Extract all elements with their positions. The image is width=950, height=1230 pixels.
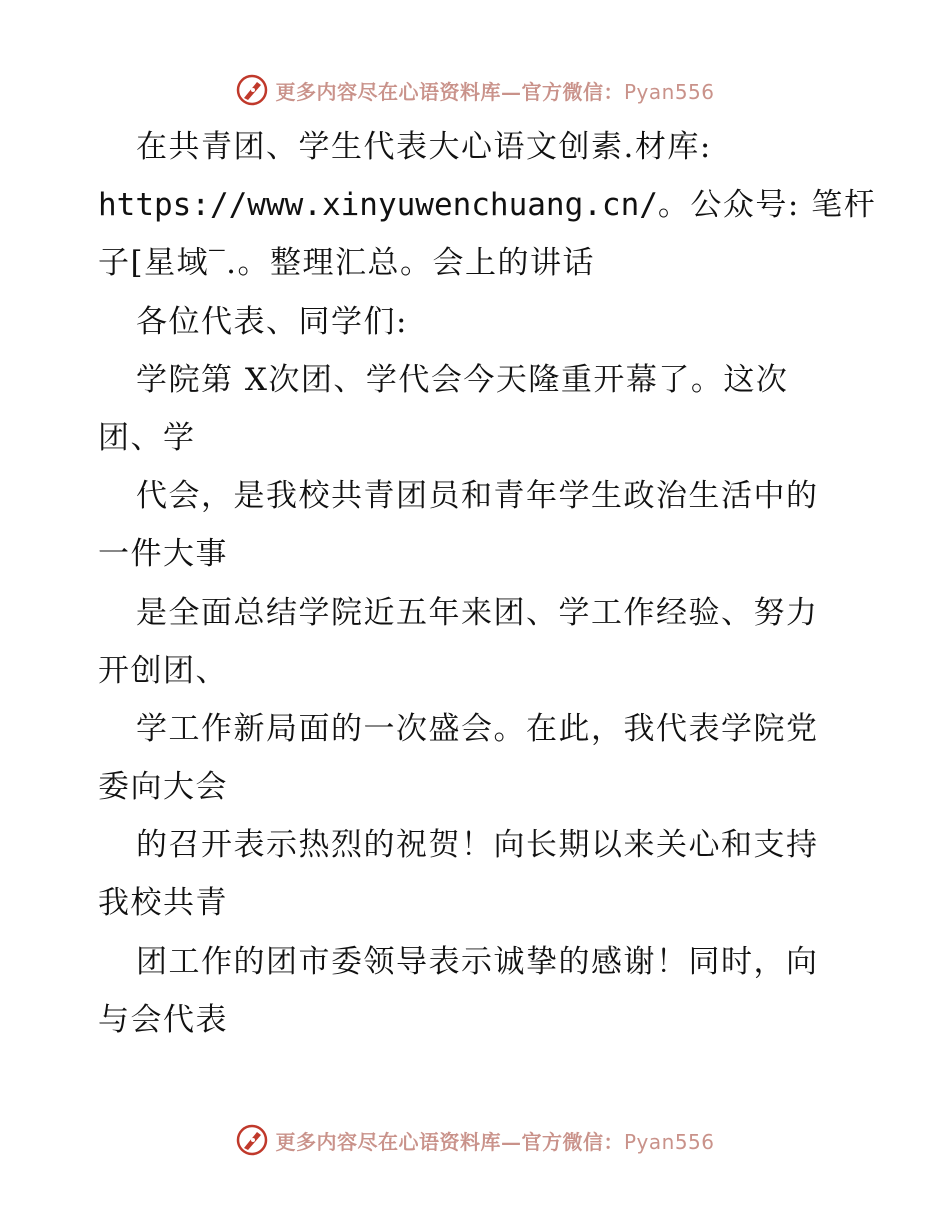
header-watermark (0, 70, 950, 110)
document-body (98, 118, 877, 1049)
text-line-content: 的召开表示热烈的祝贺！向长期以来关心和支持 (136, 827, 819, 864)
text-line (98, 293, 858, 351)
pen-nib-logo-icon (235, 73, 269, 107)
text-line-content: 学院第 X次团、学代会今天隆重开幕了。这次 (136, 361, 789, 398)
text-line-content: 学工作新局面的一次盛会。在此，我代表学院党 (136, 710, 819, 747)
pen-nib-logo-icon (235, 1123, 269, 1157)
text-line (98, 933, 858, 991)
text-line (98, 874, 858, 932)
text-line-suffix: 。公众号: 笔杆 (657, 187, 877, 224)
text-line-content: 我校共青 (98, 885, 228, 922)
website-url: https://www.xinyuwenchuang.cn/ (98, 187, 658, 224)
text-line (98, 118, 858, 176)
text-line (98, 700, 858, 758)
text-line (98, 642, 858, 700)
wechat-id: Pyan556 (623, 1129, 715, 1154)
watermark-label: 更多内容尽在心语资料库—官方微信：Pyan556 (275, 1129, 715, 1154)
text-line-content: 各位代表、同学们: (136, 303, 408, 340)
wechat-id: Pyan556 (623, 79, 715, 104)
footer-watermark (0, 1120, 950, 1160)
text-line (98, 234, 858, 292)
text-line (98, 816, 858, 874)
text-line-content: 开创团、 (98, 652, 228, 689)
text-line (98, 467, 858, 525)
watermark-label: 更多内容尽在心语资料库—官方微信：Pyan556 (275, 79, 715, 104)
text-line (98, 409, 858, 467)
text-line (98, 525, 858, 583)
text-line-content: 是全面总结学院近五年来团、学工作经验、努力 (136, 594, 819, 631)
text-line (98, 584, 858, 642)
text-line-content: 委向大会 (98, 769, 228, 806)
text-line-content: 代会，是我校共青团员和青年学生政治生活中的 (136, 478, 819, 515)
text-line-content: 一件大事 (98, 536, 228, 573)
text-line-content: 团工作的团市委领导表示诚挚的感谢！同时，向 (136, 943, 819, 980)
text-line-content: 在共青团、学生代表大心语文创素.材库: (136, 129, 712, 165)
text-line-content: 与会代表 (98, 1001, 228, 1038)
text-line (98, 351, 858, 409)
text-line (98, 991, 858, 1049)
text-line-content: 子[星域‾.。整理汇总。会上的讲话 (98, 245, 595, 282)
text-line (98, 176, 877, 234)
text-line (98, 758, 858, 816)
text-line-content: 团、学 (98, 419, 196, 456)
